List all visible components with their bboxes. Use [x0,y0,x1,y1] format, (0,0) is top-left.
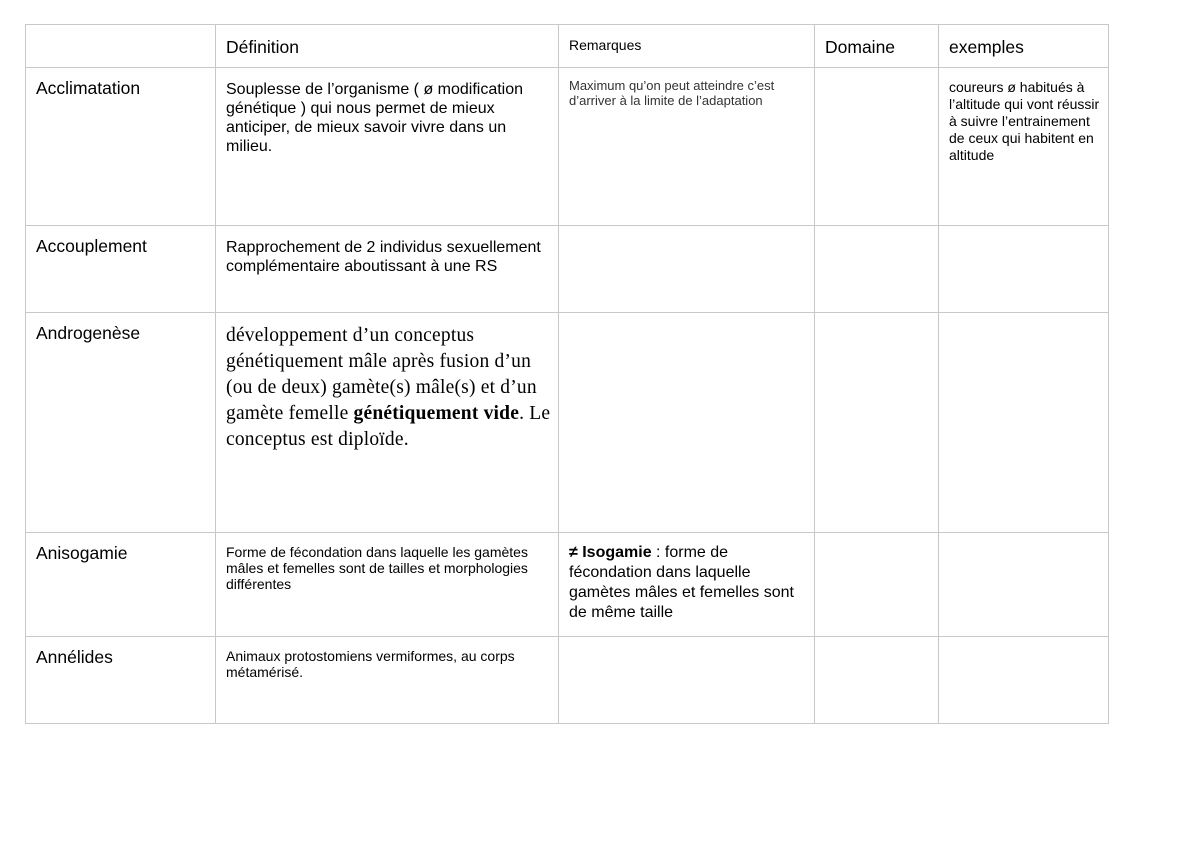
domaine [815,68,938,80]
term-cell [26,637,216,724]
remarques-cell [559,68,815,226]
header-remarques: Remarques [569,37,642,53]
table-header-row [26,25,1109,68]
table-row [26,533,1109,637]
header-definition-cell [216,25,559,68]
remarques-bold-text: ≠ Isogamie [569,544,652,561]
definition-cell [216,533,559,637]
definition-text: développement d’un conceptus génétiquement mâle après fusion d’un (ou de deux) gamète(s) mâle(s) et d’un gamète femelle [226,325,537,424]
table-row [26,226,1109,313]
definition [216,313,558,453]
header-term [26,25,215,37]
remarques-cell [559,313,815,533]
remarques [559,533,814,623]
domaine-cell [815,637,939,724]
definition-cell [216,313,559,533]
remarques [559,637,814,647]
domaine-cell [815,313,939,533]
domaine [815,226,938,238]
domaine-cell [815,533,939,637]
exemples [939,533,1108,544]
term-cell [26,313,216,533]
exemples: coureurs ø habitués à l’altitude qui vont réussir à suivre l’entrainement de ceux qui habitent en altitude [949,79,1100,163]
definition-cell [216,68,559,226]
remarques: Maximum qu’on peut atteindre c’est d’arriver à la limite de l’adaptation [569,78,775,108]
exemples-cell [939,533,1109,637]
header-domaine-cell [815,25,939,68]
remarques-cell [559,533,815,637]
domaine-cell [815,68,939,226]
header-definition: Définition [226,37,299,57]
remarques [559,226,814,236]
definition-cell [216,637,559,724]
header-term-cell [26,25,216,68]
table-row [26,68,1109,226]
domaine-cell [815,226,939,313]
remarques [559,313,814,323]
header-exemples: exemples [949,37,1024,57]
definition: Souplesse de l’organisme ( ø modification génétique ) qui nous permet de mieux anticiper, de mieux savoir vivre dans un milieu. [226,81,524,155]
term: Accouplement [36,236,147,256]
definition-bold-text: génétiquement vide [353,403,520,424]
remarques-cell [559,226,815,313]
exemples-cell [939,68,1109,226]
exemples [939,637,1108,648]
term: Acclimatation [36,78,141,98]
term: Annélides [36,647,113,667]
remarques-cell [559,637,815,724]
domaine [815,637,938,649]
term-cell [26,68,216,226]
header-exemples-cell [939,25,1109,68]
exemples [939,313,1108,324]
header-domaine: Domaine [825,37,896,57]
exemples-cell [939,637,1109,724]
domaine [815,313,938,325]
definition-cell [216,226,559,313]
table-row [26,313,1109,533]
definition: Forme de fécondation dans laquelle les gamètes mâles et femelles sont de tailles et morphologies différentes [226,544,528,592]
definition-text-end: . Le conceptus est diploïde. [226,403,551,450]
exemples-cell [939,313,1109,533]
term: Anisogamie [36,543,128,563]
definition: Rapprochement de 2 individus sexuellement complémentaire aboutissant à une RS [226,239,541,275]
term-cell [26,226,216,313]
table-row [26,637,1109,724]
header-remarques-cell [559,25,815,68]
term-cell [26,533,216,637]
remarques-text: : forme de fécondation dans laquelle gamètes mâles et femelles sont de même taille [569,544,794,621]
exemples-cell [939,226,1109,313]
definition: Animaux protostomiens vermiformes, au corps métamérisé. [226,648,515,680]
term: Androgenèse [36,323,141,343]
glossary-table [25,24,1109,724]
exemples [939,226,1108,237]
domaine [815,533,938,545]
